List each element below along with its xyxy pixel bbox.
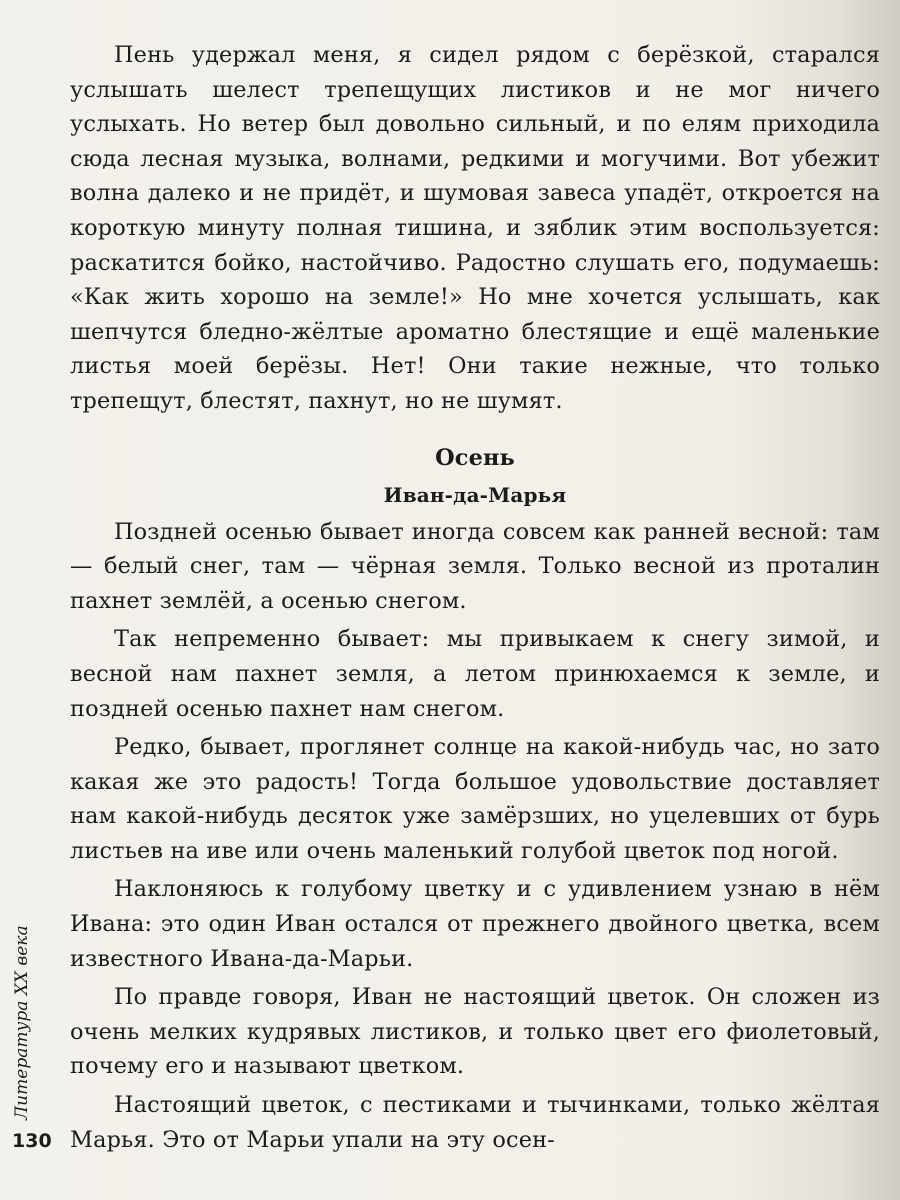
- paragraph: По правде говоря, Иван не настоящий цветок. Он сложен из очень мелких кудрявых листиков, и только цвет его фиолетовый, почему его и называют цветком.: [70, 984, 880, 1080]
- section-title: Осень: [435, 444, 515, 471]
- page-number: 130: [12, 1130, 52, 1152]
- subsection-title: Иван-да-Марья: [383, 482, 567, 507]
- paragraph: Поздней осенью бывает иногда совсем как ранней весной: там — белый снег, там — чёрная земля. Только весной из проталин пахнет землёй, а осенью снегом.: [70, 518, 880, 614]
- paragraph: Редко, бывает, проглянет солнце на какой-нибудь час, но зато какая же это радость! Тогда большое удовольствие доставляет нам какой-нибудь десяток уже замёрзших, но уцелевших от бурь листьев на иве или очень маленький голубой цветок под ногой.: [70, 734, 880, 864]
- paragraph: Так непременно бывает: мы привыкаем к снегу зимой, и весной нам пахнет земля, а летом принюхаемся к земле, и поздней осенью пахнет нам снегом.: [70, 626, 880, 722]
- paragraph: Наклоняюсь к голубому цветку и с удивлением узнаю в нём Ивана: это один Иван остался от прежнего двойного цветка, всем известного Ивана-да-Марьи.: [70, 876, 880, 972]
- paragraph: Пень удержал меня, я сидел рядом с берёзкой, старался услышать шелест трепещущих листиков и не мог ничего услыхать. Но ветер был довольно сильный, и по елям приходила сюда лесная музыка, волнами, редкими и могучими. Вот убежит волна далеко и не придёт, и шумовая завеса упадёт, откроется на короткую минуту полная тишина, и зяблик этим воспользуется: раскатится бойко, настойчиво. Радостно слушать его, подумаешь: «Как жить хорошо на земле!» Но мне хочется услышать, как шепчутся бледно-жёлтые ароматно блестящие и ещё маленькие листья моей берёзы. Нет! Они такие нежные, что только трепещут, блестят, пахнут, но не шумят.: [70, 42, 880, 414]
- paragraph: Настоящий цветок, с пестиками и тычинками, только жёлтая Марья. Это от Марьи упали на эту осен-: [70, 1092, 880, 1153]
- page-body: [70, 38, 880, 1157]
- running-head: Литература XX века: [12, 925, 32, 1120]
